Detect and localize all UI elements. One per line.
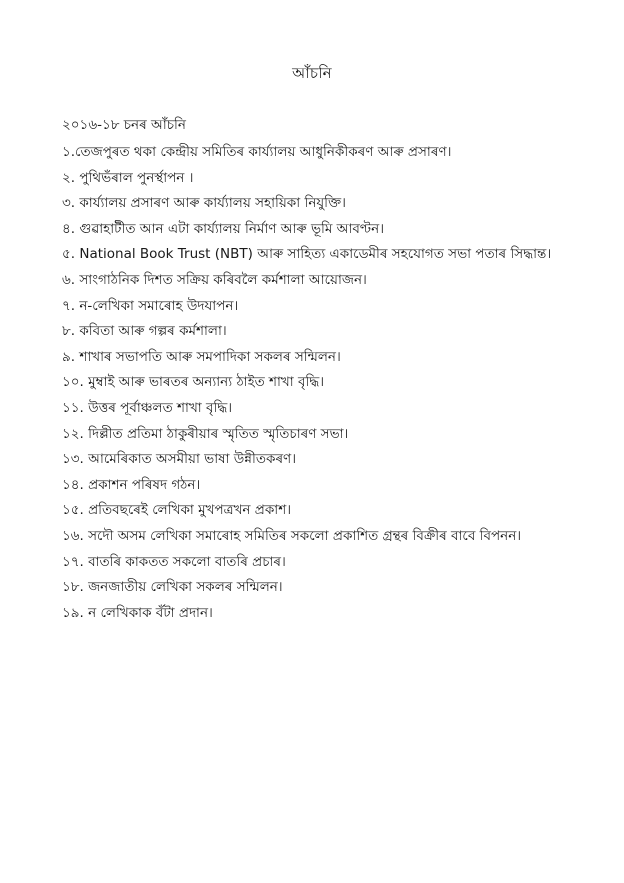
list-item: ৩. কাৰ্য্যালয় প্ৰসাৰণ আৰু কাৰ্য্যালয় সহায়িকা নিযুক্তি। [62,195,346,212]
list-item: ১.তেজপুৰত থকা কেন্দ্ৰীয় সমিতিৰ কাৰ্য্যালয় আধুনিকীকৰণ আৰু প্ৰসাৰণ। [62,144,452,160]
page-title: আঁচনি [292,64,332,82]
list-item: ৪. গুৱাহাটীত আন এটা কাৰ্য্যালয় নিৰ্মাণ আৰু ভূমি আবণ্টন। [62,220,385,237]
list-item: ৫. National Book Trust (NBT) আৰু সাহিত্য একাডেমীৰ সহযোগত সভা পতাৰ সিদ্ধান্ত। [62,246,552,263]
plan-list [62,140,582,626]
list-item: ১০. মুম্বাই আৰু ভাৰতৰ অন্যান্য ঠাইত শাখা বৃদ্ধি। [62,374,325,391]
list-item: ৮. কবিতা আৰু গল্পৰ কৰ্মশালা। [62,323,227,340]
list-item: ১৯. ন লেখিকাক বঁটা প্ৰদান। [62,604,213,621]
list-item: ১৪. প্ৰকাশন পৰিষদ গঠন। [62,476,201,493]
plan-period-heading: ২০১৬-১৮ চনৰ আঁচনি [62,117,186,133]
list-item: ২. পুথিভঁৰাল পুনৰ্স্থাপন । [62,169,194,186]
list-item: ৬. সাংগাঠনিক দিশত সক্ৰিয় কৰিবলৈ কৰ্মশালা আয়োজন। [62,271,367,288]
list-item: ১৮. জনজাতীয় লেখিকা সকলৰ সন্মিলন। [62,579,283,596]
list-item: ১৬. সদৌ অসম লেখিকা সমাৰোহ সমিতিৰ সকলো প্ৰকাশিত গ্ৰন্থৰ বিক্ৰীৰ বাবে বিপনন। [62,527,522,544]
list-item: ১৩. আমেৰিকাত অসমীয়া ভাষা উন্নীতকৰণ। [62,451,297,468]
list-item: ১২. দিল্লীত প্ৰতিমা ঠাকুৰীয়াৰ স্মৃতিত স্মৃতিচাৰণ সভা। [62,425,349,442]
list-item: ১১. উত্তৰ পূৰ্বাঞ্চলত শাখা বৃদ্ধি। [62,399,233,416]
list-item: ১৫. প্ৰতিবছৰেই লেখিকা মুখপত্ৰখন প্ৰকাশ। [62,502,292,519]
list-item: ৭. ন-লেখিকা সমাৰোহ উদযাপন। [62,297,239,314]
list-item: ১৭. বাতৰি কাকতত সকলো বাতৰি প্ৰচাৰ। [62,553,286,570]
list-item: ৯. শাখাৰ সভাপতি আৰু সমপাদিকা সকলৰ সন্মিলন। [62,348,341,365]
